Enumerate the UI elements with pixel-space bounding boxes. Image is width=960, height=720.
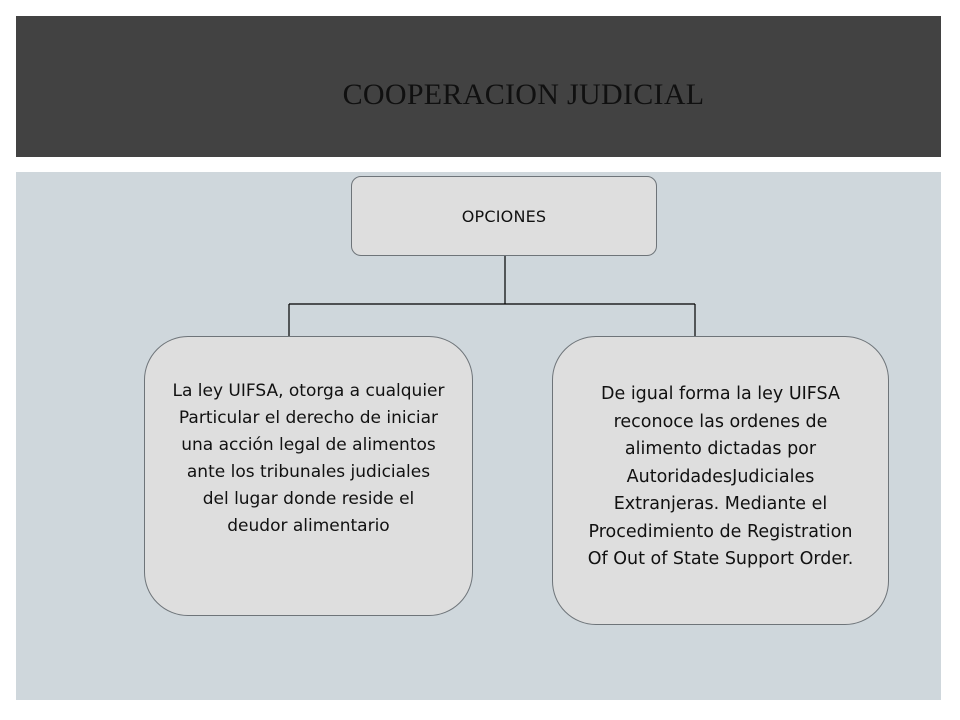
child-node-left [144, 336, 473, 616]
child-node-right [552, 336, 889, 625]
child-node-left-text: La ley UIFSA, otorga a cualquier Particular el derecho de iniciar una acción legal de alimentos ante los tribunales judiciales del lugar donde reside el deudor alimentario [172, 381, 445, 536]
child-node-right-text: De igual forma la ley UIFSA reconoce las ordenes de alimento dictadas por AutoridadesJudiciales Extranjeras. Mediante el Procedimiento de Registration Of Out of State Support Order. [587, 384, 854, 569]
root-node-label: OPCIONES [461, 206, 547, 226]
root-node-opciones [351, 176, 657, 256]
slide-title: COOPERACION JUDICIAL [342, 78, 705, 111]
